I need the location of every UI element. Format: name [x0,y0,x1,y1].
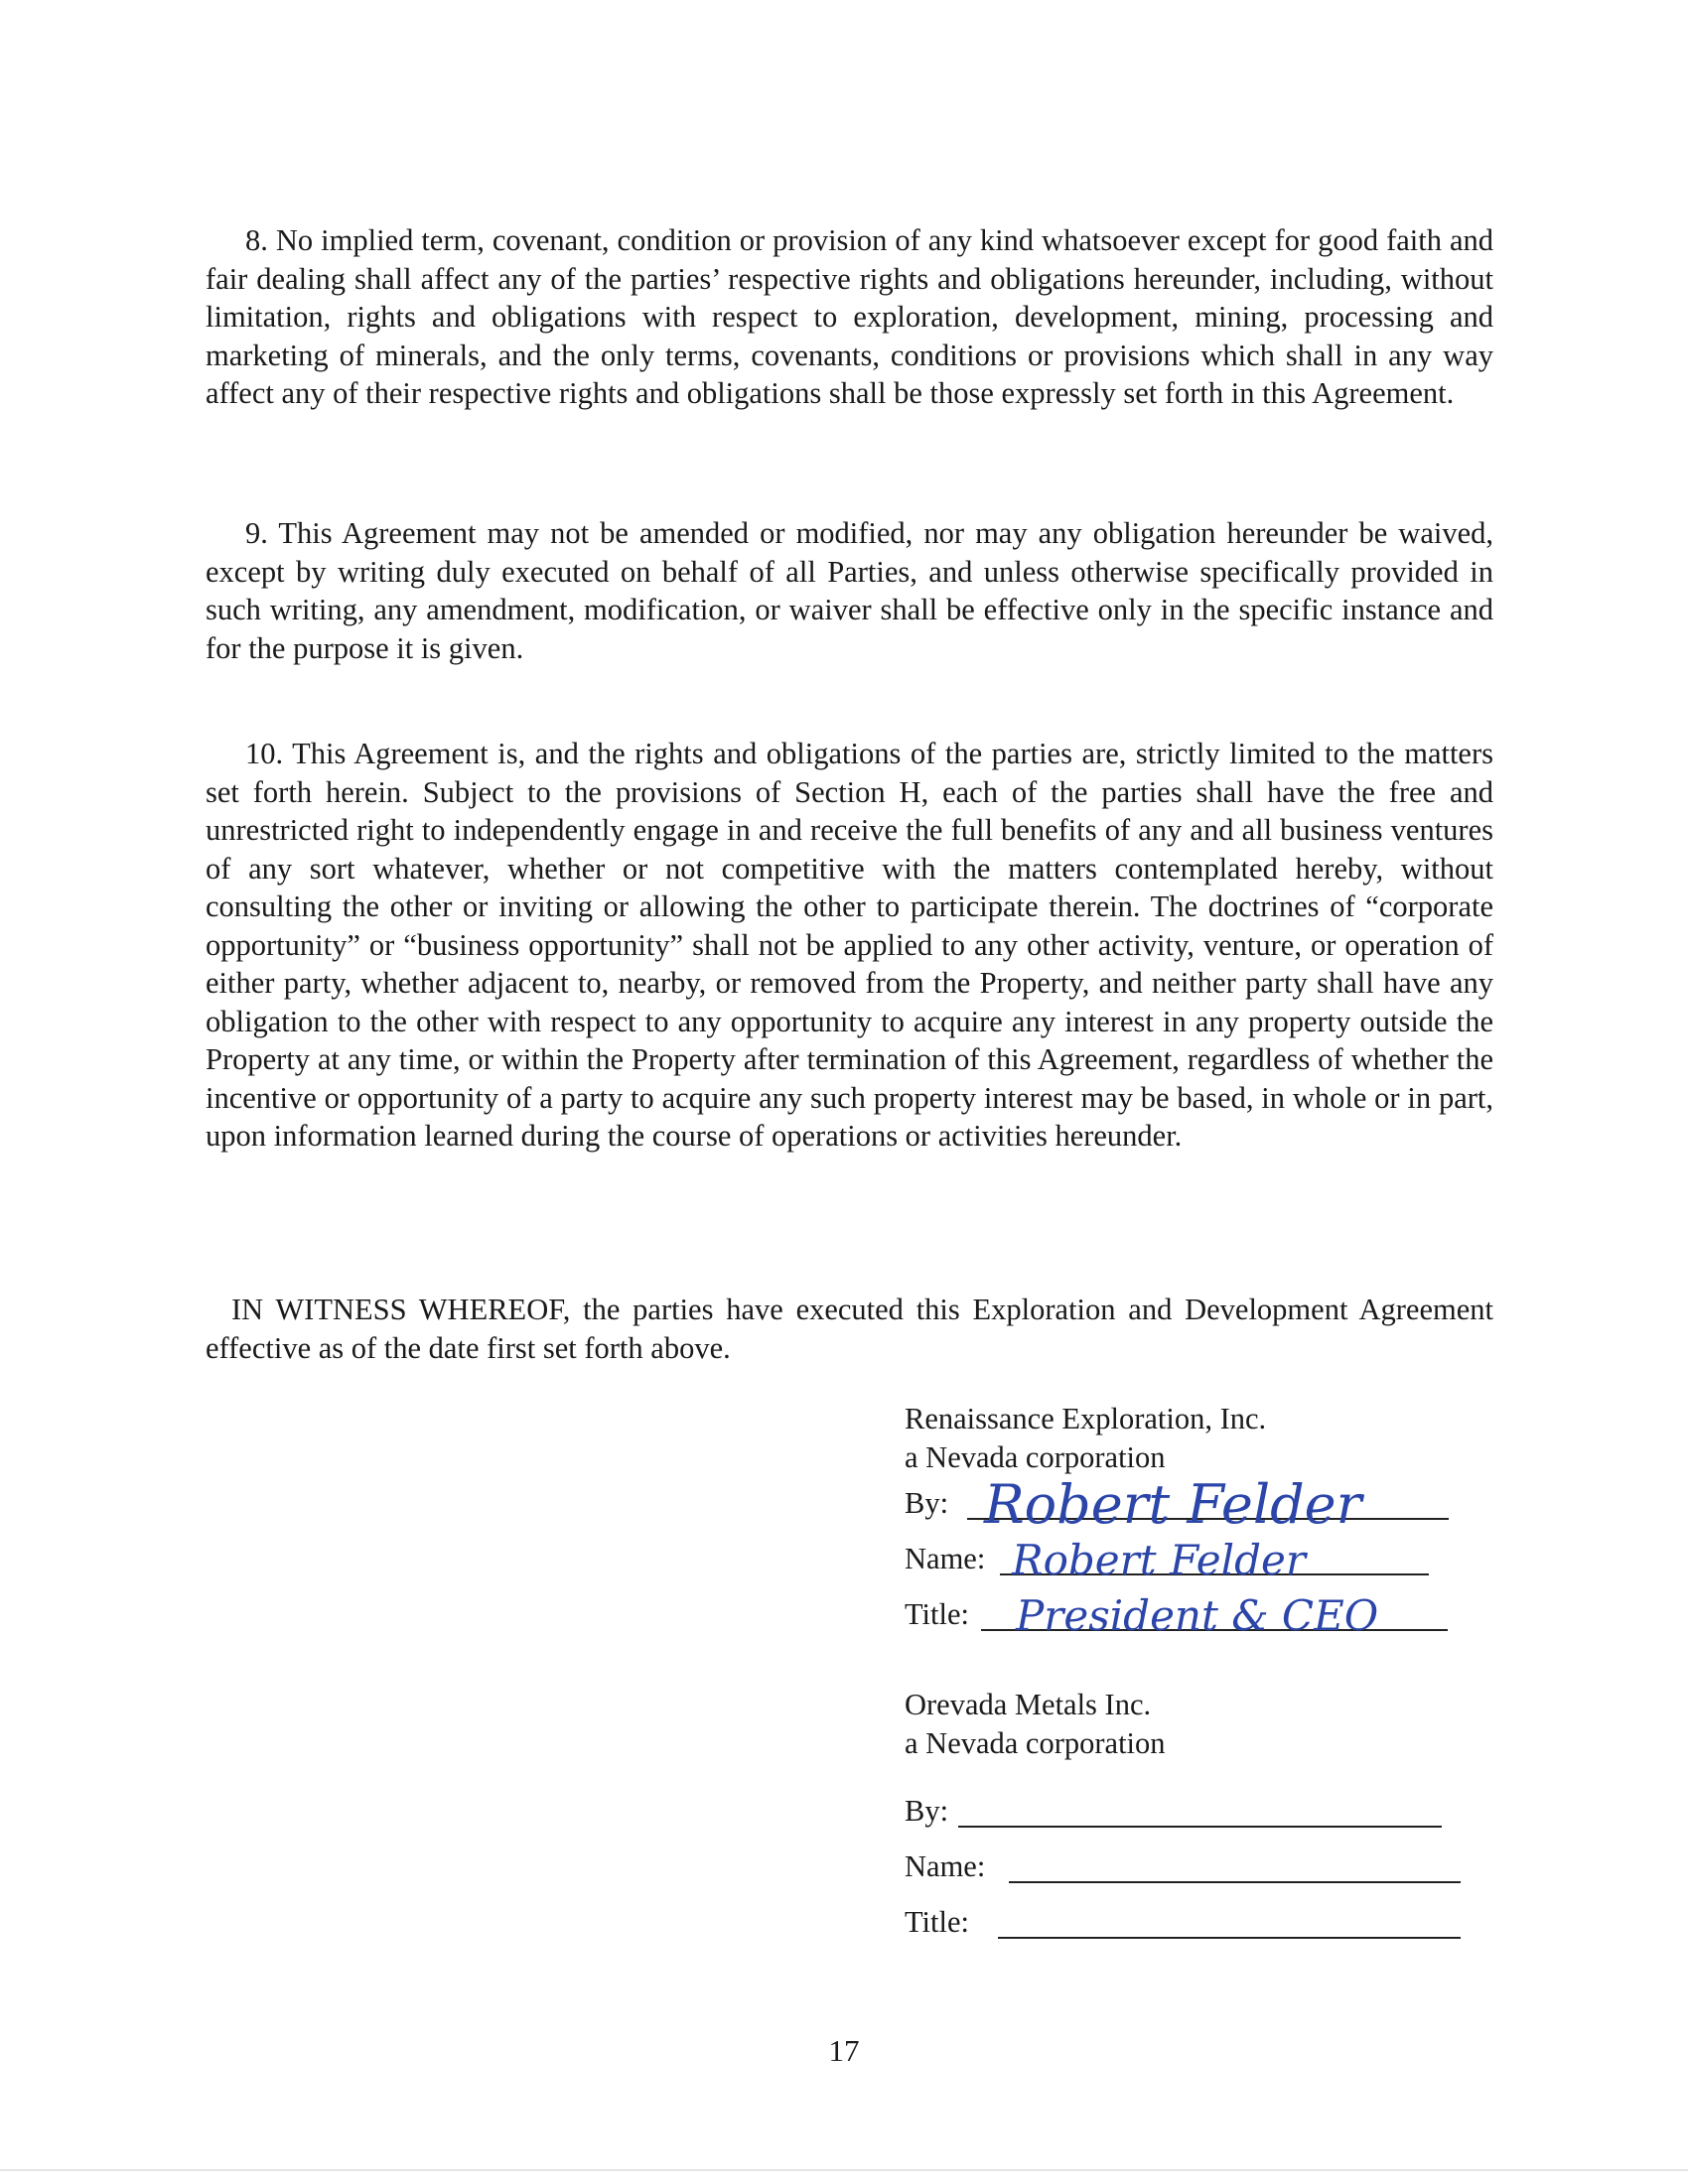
signature-rule [958,1826,1442,1828]
signature-block-orevada [905,1686,1500,1951]
handwritten-name: Robert Felder [1012,1535,1306,1584]
company-entity: a Nevada corporation [905,1439,1166,1474]
company-name: Renaissance Exploration, Inc. [905,1402,1267,1435]
name-rule [1009,1881,1461,1883]
witness-clause-text: IN WITNESS WHEREOF, the parties have executed this Exploration and Development Agreement effective as of the date first set forth above. [206,1293,1493,1365]
title-label: Title: [905,1596,969,1631]
paragraph-10 [206,735,1493,1156]
company-entity: a Nevada corporation [905,1725,1166,1760]
handwritten-title: President & CEO [1016,1590,1379,1640]
paragraph-8-text: 8. No implied term, covenant, condition or provision of any kind whatsoever except for good faith and fair dealing shall affect any of the parties’ respective rights and obligations hereunder, including, without limitation, rights and obligations with respect to exploration, development, mining, processing and marketing of minerals, and the only terms, covenants, conditions or provisions which shall in any way affect any of their respective rights and obligations shall be those expressly set forth in this Agreement. [206,223,1493,410]
name-line [905,1532,1500,1587]
paragraph-10-text: 10. This Agreement is, and the rights and obligations of the parties are, strictly limited to the matters set forth herein. Subject to the provisions of Section H, each of the parties shall have the free and unrestricted right to independently engage in and receive the full benefits of any and all business ventures of any sort whatever, whether or not competitive with the matters contemplated hereby, without consulting the other or inviting or allowing the other to participate therein. The doctrines of “corporate opportunity” or “business opportunity” shall not be applied to any other activity, venture, or operation of either party, whether adjacent to, nearby, or removed from the Property, and neither party shall have any obligation to the other with respect to any opportunity to acquire any interest in any property outside the Property at any time, or within the Property after termination of this Agreement, regardless of whether the incentive or opportunity of a party to acquire any such property interest may be based, in whole or in part, upon information learned during the course of operations or activities hereunder. [206,737,1493,1153]
witness-clause [206,1291,1493,1367]
title-rule [998,1937,1461,1939]
by-label: By: [905,1485,949,1520]
company-name: Orevada Metals Inc. [905,1688,1152,1721]
by-label: By: [905,1793,949,1828]
signature-block-renaissance [905,1400,1500,1643]
paragraph-8 [206,221,1493,413]
title-line [905,1587,1500,1643]
by-line [905,1784,1500,1840]
scan-edge [0,2169,1688,2171]
name-line [905,1840,1500,1895]
name-label: Name: [905,1541,986,1575]
by-line [905,1472,1500,1536]
name-label: Name: [905,1848,986,1883]
title-line [905,1895,1500,1951]
paragraph-9-text: 9. This Agreement may not be amended or modified, nor may any obligation hereunder be waived, except by writing duly executed on behalf of all Parties, and unless otherwise specifically provided in such writing, any amendment, modification, or waiver shall be effective only in the specific instance and for the purpose it is given. [206,516,1493,665]
page-number: 17 [828,2033,860,2068]
handwritten-signature: Robert Felder [984,1472,1362,1536]
title-label: Title: [905,1904,969,1939]
paragraph-9 [206,514,1493,667]
